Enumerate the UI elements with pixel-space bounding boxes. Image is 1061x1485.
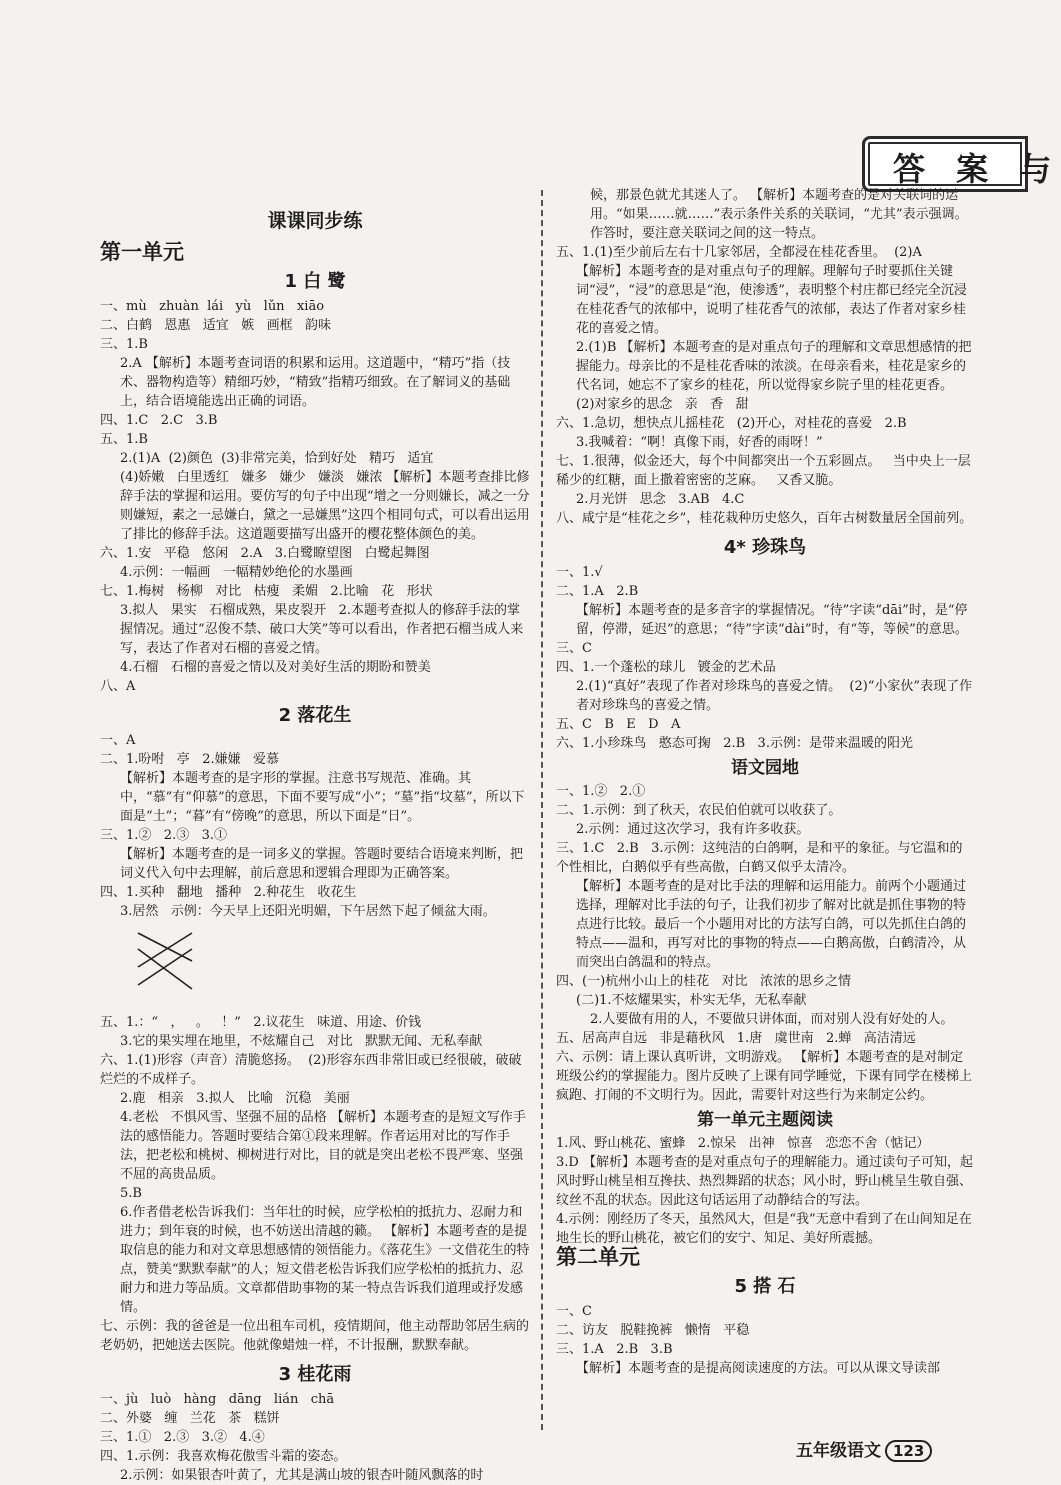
answer-line: 一、mù zhuàn lái yù lǔn xiāo (100, 299, 325, 314)
answer-line: 【解析】本题考查的是提高阅读速度的方法。可以从课文导读部 (576, 1361, 941, 1376)
banner-title: 答 案 与 (893, 150, 1061, 188)
answer-line: 三、1.A 2.B 3.B (556, 1342, 673, 1357)
answer-line: 2.(1)A (2)颜色 (3)非常完美，恰到好处 精巧 适宜 (120, 451, 434, 466)
answer-line: 4.石榴 石榴的喜爱之情以及对美好生活的期盼和赞美 (120, 660, 431, 675)
answer-line: 六、示例：请上课认真听讲，文明游戏。 【解析】本题考查的是对制定班级公约的掌握能力。图片反映了上课有同学睡觉，下课有同学在楼梯上疯跑、打闹的不文明行为。因此，需要针对这些行为来制定公约。 (556, 1050, 973, 1103)
answer-line: 五、1.B (100, 432, 148, 447)
answer-line: 二、1.吩咐 亭 2.嫌嫌 爱慕 (100, 752, 279, 767)
section-heading: 第一单元主题阅读 (697, 1110, 833, 1130)
answer-line: 二、白鹤 恩惠 适宜 嫉 画框 韵味 (100, 318, 331, 333)
page-number: 123 (885, 1440, 932, 1462)
answer-line: 三、1.C 2.B 3.示例：这纯洁的白鸽啊，是和平的象征。与它温和的个性相比，白鹅似乎有些高傲，白鹤又似乎太清冷。 (556, 841, 963, 875)
answer-line: 5.B (120, 1186, 142, 1201)
answer-line: (2)对家乡的思念 亲 香 甜 (576, 397, 749, 412)
right-column (556, 186, 974, 1378)
left-column (100, 206, 530, 1485)
answer-line: 3.D 【解析】本题考查的是对重点句子的理解能力。通过读句子可知，起风时野山桃呈相互搀扶、热烈舞蹈的状态；风小时，野山桃呈生敬自强、纹丝不乱的状态。因此这句话运用了动静结合的写法。 (556, 1155, 973, 1208)
answer-line: 3.它的果实埋在地里，不炫耀自己 对比 默默无闻、无私奉献 (120, 1034, 483, 1049)
lesson-title: 2 落花生 (278, 705, 352, 726)
answer-line: 【解析】本题考查的是对比手法的理解和运用能力。前两个小题通过选择，理解对比手法的句子，让我们初步了解对比就是抓住事物的特点进行比较。最后一个小题用对比的方法写白鸽，可以先抓住白鸽的特点——温和，再写对比的事物的特点——白鹅高傲，白鹤清冷，从而突出白鸽温和的特点。 (576, 879, 967, 970)
answer-line: 一、C (556, 1304, 592, 1319)
answer-line: 三、C (556, 641, 592, 656)
answer-line: 七、1.很薄，似金还大，每个中间都突出一个五彩圆点。 当中央上一层稀少的红糖，面上撒着密密的芝麻。 又香又脆。 (556, 454, 971, 488)
answer-line: 4.示例：一幅画 一幅精妙绝伦的水墨画 (120, 565, 353, 580)
answer-line: 2.示例：通过这次学习，我有许多收获。 (576, 822, 810, 837)
answer-line: 【解析】本题考查的是字形的掌握。注意书写规范、准确。其中，“慕”有“仰慕”的意思，下面不要写成“小”；“墓”指“坟墓”，所以下面是“土”；“暮”有“傍晚”的意思，所以下面是“日”。 (120, 771, 525, 824)
lesson-title: 4* 珍珠鸟 (723, 537, 807, 558)
answer-line: 2.鹿 相亲 3.拟人 比喻 沉稳 美丽 (120, 1091, 350, 1106)
answer-line: 2.人要做有用的人，不要做只讲体面，而对别人没有好处的人。 (590, 1012, 954, 1027)
answer-line: 二、1.A 2.B (556, 584, 639, 599)
footer-label: 五年级语文 (796, 1441, 881, 1461)
answer-line: 四、1.一个蓬松的球儿 镀金的艺术品 (556, 660, 776, 675)
answer-line: 4.示例：刚经历了冬天，虽然风大，但是“我”无意中看到了在山间知足在地生长的野山桃花，被它们的安宁、知足、美好所震撼。 (556, 1212, 972, 1246)
answer-line: 一、jù luò hàng dāng lián chā (100, 1392, 335, 1407)
answer-line: 3.我喊着：“啊！真像下雨，好香的雨呀！” (576, 435, 823, 450)
answer-line: 四、(一)杭州小山上的桂花 对比 浓浓的思乡之情 (556, 974, 851, 989)
lesson-title: 3 桂花雨 (278, 1364, 352, 1385)
unit-heading: 第一单元 (100, 240, 184, 264)
answer-line: 候，那景色就尤其迷人了。 【解析】本题考查的是对关联词的运用。“如果……就……”表示条件关系的关联词，“尤其”表示强调。作答时，要注意关联词之间的这一特点。 (590, 188, 968, 241)
answer-line: 六、1.急切，想快点儿摇桂花 (2)开心，对桂花的喜爱 2.B (556, 416, 907, 431)
answer-line: 一、1.② 2.① (556, 784, 646, 799)
answer-line: 1.风、野山桃花、蜜蜂 2.惊呆 出神 惊喜 恋恋不舍（惦记） (556, 1136, 930, 1151)
answer-line: 七、示例：我的爸爸是一位出租车司机，疫情期间，他主动帮助邻居生病的老奶奶，把她送去医院。他就像蜡烛一样，不计报酬，默默奉献。 (100, 1319, 530, 1353)
unit-heading: 第二单元 (556, 1245, 640, 1269)
answer-line: 五、1.：“ ， 。 ！” 2.议花生 味道、用途、价钱 (100, 1015, 422, 1030)
answer-line: 4.老松 不惧风雪、坚强不屈的品格 【解析】本题考查的是短文写作手法的感悟能力。答题时要结合第①段来理解。作者运用对比的写作手法，把老松和桃树、柳树进行对比，目的就是突出老松不畏严寒、坚强不屈的高贵品质。 (120, 1110, 526, 1182)
answer-line: (4)娇嫩 白里透红 嫌多 嫌少 嫌淡 嫌浓 【解析】本题考查排比修辞手法的掌握和运用。要仿写的句子中出现“增之一分则嫌长，减之一分则嫌短，素之一忌嫌白，黛之一忌嫌黑”这四个相同句式，可以看出运用了排比的修辞手法。这道题要描写出盛开的樱花整体颜色的美。 (120, 470, 530, 542)
answer-line: 四、1.C 2.C 3.B (100, 413, 218, 428)
section-heading: 语文园地 (731, 758, 799, 778)
page-footer (796, 1436, 932, 1462)
answer-banner (862, 136, 1061, 192)
answer-line: 二、外婆 缠 兰花 茶 糕饼 (100, 1411, 280, 1426)
answer-line: 【解析】本题考查的是多音字的掌握情况。“待”字读“dāi”时，是“停留，停滞，延迟”的意思；“待”字读“dài”时，有“等，等候”的意思。 (576, 603, 968, 637)
answer-line: 【解析】本题考查的是一词多义的掌握。答题时要结合语境来判断，把词义代入句中去理解，前后意思和逻辑合理即为正确答案。 (120, 847, 524, 881)
answer-line: 六、1.安 平稳 悠闲 2.A 3.白鹭瞭望图 白鹭起舞图 (100, 546, 430, 561)
answer-line: 一、1.√ (556, 565, 603, 580)
answer-line: 二、1.示例：到了秋天，农民伯伯就可以收获了。 (556, 803, 842, 818)
answer-line: 四、1.买种 翻地 播种 2.种花生 收花生 (100, 885, 357, 900)
page-title: 课课同步练 (267, 210, 363, 232)
lesson-title: 1 白 鹭 (284, 271, 346, 292)
answer-line: 八、A (100, 679, 136, 694)
answer-line: 2.示例：如果银杏叶黄了，尤其是满山坡的银杏叶随风飘落的时 (120, 1468, 484, 1483)
answer-line: 2.(1)“真好”表现了作者对珍珠鸟的喜爱之情。 (2)“小家伙”表现了作者对珍珠鸟的喜爱之情。 (576, 679, 973, 713)
answer-line: 2.月光饼 思念 3.AB 4.C (576, 492, 745, 507)
answer-line: 六、1.小珍珠鸟 憨态可掬 2.B 3.示例：是带来温暖的阳光 (556, 736, 913, 751)
answer-line: 二、访友 脱鞋挽裤 懒惰 平稳 (556, 1323, 750, 1338)
answer-line: 七、1.梅树 杨柳 对比 枯瘦 柔媚 2.比喻 花 形状 (100, 584, 433, 599)
answer-line: (二)1.不炫耀果实，朴实无华，无私奉献 (576, 993, 807, 1008)
answer-line: 三、1.① 2.③ 3.② 4.④ (100, 1430, 265, 1445)
answer-line: 6.作者借老松告诉我们：当年壮的时候，应学松柏的抵抗力、忍耐力和进力；到年衰的时候，也不妨送出清越的籁。 【解析】本题考查的是提取信息的能力和对文章思想感情的领悟能力。《落花生》一文借花生的特点，赞美“默默奉献”的人；短文借老松告诉我们应学松柏的抵抗力、忍耐力和进力等品质。文章都借助事物的某一特点告诉我们道理或抒发感情。 (120, 1205, 530, 1315)
answer-line: 八、咸宁是“桂花之乡”，桂花栽种历史悠久，百年古树数量居全国前列。 (556, 511, 973, 526)
answer-line: 【解析】本题考查的是对重点句子的理解。理解句子时要抓住关键词“浸”，“浸”的意思是“泡，使渗透”，表明整个村庄都已经完全沉浸在桂花香气的浓郁中，说明了桂花香气的浓郁，表达了作者对家乡桂花的喜爱之情。 (576, 264, 967, 336)
answer-line: 三、1.② 2.③ 3.① (100, 828, 228, 843)
column-divider (541, 190, 543, 1430)
lesson-title: 5 搭 石 (734, 1276, 796, 1297)
answer-line: 2.(1)B 【解析】本题考查的是对重点句子的理解和文章思想感情的把握能力。母亲比的不是桂花香味的浓淡。在母亲看来，桂花是家乡的代名词，她忘不了家乡的桂花，所以觉得家乡院子里的桂花更香。 (576, 340, 972, 393)
answer-line: 3.拟人 果实 石榴成熟，果皮裂开 2.本题考查拟人的修辞手法的掌握情况。通过“忍俊不禁、破口大笑”等可以看出，作者把石榴当成人来写，表达了作者对石榴的喜爱之情。 (120, 603, 524, 656)
answer-line: 六、1.(1)形容（声音）清脆悠扬。 (2)形容东西非常旧或已经很破，破破烂烂的不成样子。 (100, 1053, 522, 1087)
answer-line: 五、C B E D A (556, 717, 681, 732)
answer-line: 五、1.(1)至少前后左右十几家邻居，全都浸在桂花香里。 (2)A (556, 245, 922, 260)
answer-line: 一、A (100, 733, 136, 748)
answer-line: 3.居然 示例：今天早上还阳光明媚，下午居然下起了倾盆大雨。 (120, 904, 496, 919)
answer-line: 2.A 【解析】本题考查词语的积累和运用。这道题中，“精巧”指（技术、器物构造等）精细巧妙，“精致”指精巧细致。在了解词义的基础上，结合语境能选出正确的词语。 (120, 356, 511, 409)
answer-line: 五、居高声自远 非是藉秋风 1.唐 虞世南 2.蝉 高洁清远 (556, 1031, 916, 1046)
answer-line: 四、1.示例：我喜欢梅花傲雪斗霜的姿态。 (100, 1449, 347, 1464)
answer-line: 三、1.B (100, 337, 148, 352)
matching-lines-diagram (130, 927, 200, 997)
